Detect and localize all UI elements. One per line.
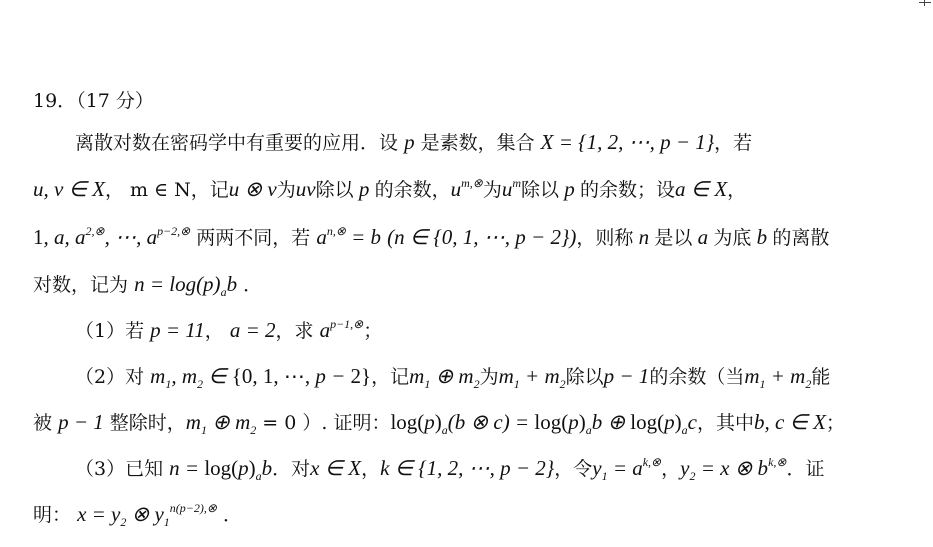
m1-plus-m2: $m_1 + m_2$ [744, 364, 812, 391]
part-1-label: （1）若 [75, 320, 145, 342]
chuyi-text: 除以 [521, 179, 560, 201]
problem-header [33, 89, 154, 113]
var-n: n [633, 225, 655, 249]
bei-text: 被 [33, 412, 53, 434]
duishu-text: 对数，记为 [33, 274, 129, 296]
power-sequence: 1, a, $a^{2,\otimes}$, ⋯, $a^{p-2,\otimes}$ [33, 224, 191, 249]
zhengchu-text: 整除时， [109, 412, 186, 434]
p-equals-11: p = 11 [150, 318, 205, 342]
bc-in-x: b, c ∈ X [753, 410, 826, 434]
problem-statement-line-1 [75, 130, 752, 155]
wei-text: 为 [276, 179, 296, 201]
n-range: (n ∈ {0, 1, ⋯, p − 2}) [387, 225, 577, 249]
ming-text: 明： [33, 504, 72, 526]
problem-statement-line-2 [33, 177, 746, 202]
final-identity: $x = y_2$ ⊗ $y_1^{n(p-2),\otimes}$ [77, 501, 217, 529]
period-text: ． [223, 504, 243, 526]
a-in-x: a ∈ X [675, 177, 728, 201]
var-p: p [353, 177, 375, 201]
chuyi-text: 除以 [315, 179, 354, 201]
p-minus-1: p − 1 [603, 364, 650, 388]
comma-text: ， [727, 179, 747, 201]
chuyi-text: 除以 [565, 366, 604, 388]
m1-oplus-m2: $m_1$ ⊕ $m_2$ [409, 364, 480, 391]
shiyi-text: 是以 [654, 227, 693, 249]
ji-text: ，记 [371, 366, 410, 388]
problem-statement-line-3 [33, 225, 829, 250]
a-power-p-minus-1: $a^{p-1,\otimes}$ [319, 317, 364, 342]
m-in-n: ， m ∈ N [104, 179, 191, 201]
semicolon-text: ； [825, 412, 845, 434]
ji-text: ，记 [190, 179, 229, 201]
var-b: b [751, 225, 773, 249]
m1-oplus-m2: $m_1$ ⊕ $m_2$ [185, 410, 257, 437]
wei-text: 为 [482, 179, 502, 201]
problem-number: 19． [33, 90, 77, 112]
period-text: ． [243, 274, 263, 296]
log-identity: $\log(p)_a(b$ ⊗ $c) = \log(p)_ab$ ⊕ $\log(p)_ac$ [390, 410, 697, 437]
problem-statement-line-4 [33, 272, 262, 297]
ruo-text: ，若 [714, 132, 753, 154]
zecheng-text: ，则称 [576, 227, 634, 249]
comma-text: ， [204, 320, 224, 342]
m1-m2-range: $m_1$, $m_2$ ∈ {0, 1, ⋯, p − 2} [150, 364, 372, 391]
part-3-label: （3）已知 [75, 458, 164, 480]
var-p: p [404, 130, 415, 154]
u-power-m: $u^m$ [501, 176, 522, 201]
problem-points: （17 分） [76, 90, 154, 112]
var-a: a [692, 225, 714, 249]
yushu-text: 的余数（当 [649, 366, 745, 388]
a-equals-2: a = 2 [229, 318, 276, 342]
set-x-definition: X = {1, 2, ⋯, p − 1} [540, 130, 715, 154]
dui-text: ．对 [272, 458, 311, 480]
a-power-n: $a^{n,\otimes} = b$ [316, 224, 382, 249]
n-log-def: $n = \log(p)_ab$ [169, 456, 273, 483]
remainder-text: 的余数， [374, 179, 451, 201]
neng-text: 能 [811, 366, 831, 388]
ling-text: ，令 [554, 458, 593, 480]
prime-text: 是素数，集合 [420, 132, 535, 154]
var-p: p [559, 177, 581, 201]
part-2-label: （2）对 [75, 366, 145, 388]
intro-text: 离散对数在密码学中有重要的应用．设 [75, 132, 399, 154]
weidi-text: 为底 [713, 227, 752, 249]
lisan-text: 的离散 [772, 227, 830, 249]
y1-definition: $y_1 = a^{k,\otimes}$ [592, 455, 662, 483]
u-otimes-v: u ⊗ v [228, 177, 277, 201]
uv-in-x: u, v ∈ X [33, 177, 105, 201]
p-minus-1: p − 1 [58, 410, 104, 434]
comma-text: ， [361, 458, 381, 480]
qizhong-text: ，其中 [696, 412, 754, 434]
k-range: k ∈ {1, 2, ⋯, p − 2} [380, 456, 555, 480]
part-3-line-2 [33, 502, 242, 527]
part-3-line-1 [75, 456, 824, 481]
u-power-m-otimes: $u^{m,\otimes}$ [450, 176, 483, 201]
log-definition: $n = \log(p)_ab$ [134, 272, 238, 299]
m1-plus-m2: $m_1 + m_2$ [498, 364, 566, 391]
liangliang-text: 两两不同，若 [196, 227, 311, 249]
remainder-she-text: 的余数；设 [580, 179, 676, 201]
x-in-x: x ∈ X [310, 456, 362, 480]
part-2-line-2 [33, 410, 845, 435]
y2-definition: $y_2 = x$ ⊗ $b^{k,\otimes}$ [680, 455, 787, 483]
zero-proof-text: = 0 ）. 证明： [262, 412, 391, 434]
zheng-text: ．证 [786, 458, 825, 480]
semicolon-text: ； [363, 320, 383, 342]
wei-text: 为 [479, 366, 499, 388]
corner-crop-mark [919, 0, 931, 6]
qiu-text: ，求 [275, 320, 314, 342]
uv-product: uv [295, 177, 316, 201]
part-2-line-1 [75, 364, 830, 389]
part-1 [75, 318, 382, 343]
comma-text: ， [661, 458, 681, 480]
